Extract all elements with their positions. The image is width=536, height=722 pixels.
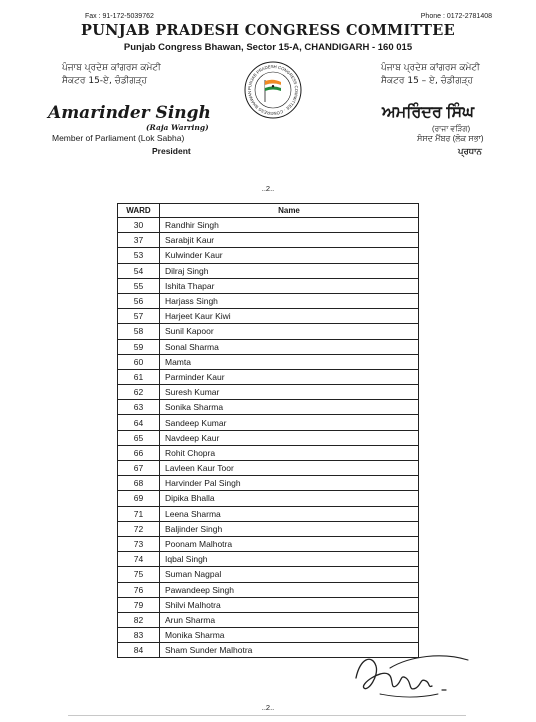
candidate-name-cell: Navdeep Kaur [160,430,419,445]
ward-number-cell: 69 [118,491,160,506]
table-body [118,218,419,658]
ward-number-cell: 73 [118,536,160,551]
ward-number-cell: 84 [118,643,160,658]
punjabi-org-name-right: ਪੰਜਾਬ ਪ੍ਰਦੇਸ਼ ਕਾਂਗਰਸ ਕਮੇਟੀ [381,63,480,73]
table-row [118,415,419,430]
candidate-name-cell: Sunil Kapoor [160,324,419,339]
candidate-name-cell: Harjass Singh [160,293,419,308]
signature [350,648,470,700]
table-row [118,369,419,384]
table-row [118,521,419,536]
ward-number-cell: 66 [118,445,160,460]
candidate-name-cell: Suman Nagpal [160,567,419,582]
ward-number-cell: 83 [118,628,160,643]
ward-number-cell: 37 [118,233,160,248]
candidate-name-cell: Poonam Malhotra [160,536,419,551]
president-alias-punjabi: (ਰਾਜਾ ਵੜਿੰਗ) [432,124,471,133]
ward-number-cell: 68 [118,476,160,491]
candidate-name-cell: Monika Sharma [160,628,419,643]
candidate-name-cell: Randhir Singh [160,218,419,233]
table-row [118,339,419,354]
ward-number-cell: 59 [118,339,160,354]
ward-number-cell: 56 [118,293,160,308]
ward-number-cell: 54 [118,263,160,278]
candidate-name-cell: Dipika Bhalla [160,491,419,506]
ward-number-cell: 61 [118,369,160,384]
candidate-name-cell: Kulwinder Kaur [160,248,419,263]
punjabi-address-left: ਸੈਕਟਰ 15-ਏ, ਚੰਡੀਗੜ੍ਹ [62,76,148,86]
member-title-punjabi: ਸੰਸਦ ਮੈਂਬਰ (ਲੋਕ ਸਭਾ) [417,134,484,143]
footer-divider [68,715,466,716]
table-row [118,385,419,400]
congress-seal-logo [243,60,303,120]
organization-title: PUNJAB PRADESH CONGRESS COMMITTEE [81,22,455,39]
table-row [118,628,419,643]
table-row [118,612,419,627]
ward-number-cell: 55 [118,278,160,293]
table-row [118,233,419,248]
president-name-english: Amarinder Singh [48,103,211,123]
table-row [118,400,419,415]
candidate-name-cell: Ishita Thapar [160,278,419,293]
organization-address: Punjab Congress Bhawan, Sector 15-A, CHANDIGARH - 160 015 [123,42,413,53]
table-row [118,567,419,582]
table-row [118,263,419,278]
candidate-name-cell: Parminder Kaur [160,369,419,384]
ward-number-cell: 64 [118,415,160,430]
ward-number-cell: 76 [118,582,160,597]
candidate-name-cell: Harjeet Kaur Kiwi [160,309,419,324]
ward-number-cell: 72 [118,521,160,536]
fax-number: Fax : 91-172-5039762 [85,13,154,20]
candidate-name-cell: Sarabjit Kaur [160,233,419,248]
table-row [118,293,419,308]
table-row [118,552,419,567]
ward-number-cell: 57 [118,309,160,324]
candidate-name-cell: Arun Sharma [160,612,419,627]
ward-number-cell: 60 [118,354,160,369]
table-row [118,476,419,491]
president-name-punjabi: ਅਮਰਿੰਦਰ ਸਿੰਘ [382,104,475,121]
table-row [118,506,419,521]
table-row [118,309,419,324]
candidate-name-cell: Sham Sunder Malhotra [160,643,419,658]
member-title-english: Member of Parliament (Lok Sabha) [52,133,185,143]
table-row [118,491,419,506]
punjabi-org-name-left: ਪੰਜਾਬ ਪ੍ਰਦੇਸ਼ ਕਾਂਗਰਸ ਕਮੇਟੀ [62,63,161,73]
candidate-name-cell: Sonika Sharma [160,400,419,415]
ward-number-cell: 75 [118,567,160,582]
table-header-row [118,204,419,218]
ward-number-cell: 82 [118,612,160,627]
name-column-header: Name [160,204,419,218]
svg-text:PUNJAB PRADESH CONGRESS COMMIT: PUNJAB PRADESH CONGRESS COMMITTEE · CONGRESS BHAWAN [246,63,300,117]
candidate-name-cell: Rohit Chopra [160,445,419,460]
candidate-name-cell: Baljinder Singh [160,521,419,536]
candidate-name-cell: Sonal Sharma [160,339,419,354]
table-row [118,461,419,476]
phone-number: Phone : 0172-2781408 [420,13,492,20]
candidate-name-cell: Iqbal Singh [160,552,419,567]
table-row [118,445,419,460]
table-row [118,597,419,612]
ward-number-cell: 62 [118,385,160,400]
ward-number-cell: 30 [118,218,160,233]
table-row [118,354,419,369]
page-number-bottom: ..2.. [261,703,275,712]
candidate-name-cell: Suresh Kumar [160,385,419,400]
ward-number-cell: 79 [118,597,160,612]
ward-number-cell: 67 [118,461,160,476]
president-title-english: President [152,146,191,156]
ward-column-header: WARD [118,204,160,218]
candidate-name-cell: Pawandeep Singh [160,582,419,597]
punjabi-address-right: ਸੈਕਟਰ 15 – ਏ, ਚੰਡੀਗੜ੍ਹ [381,76,474,86]
president-alias-english: (Raja Warring) [146,123,209,132]
table-row [118,248,419,263]
ward-number-cell: 58 [118,324,160,339]
ward-number-cell: 71 [118,506,160,521]
table-row [118,582,419,597]
table-row [118,324,419,339]
candidate-name-cell: Leena Sharma [160,506,419,521]
page-number-top: ..2.. [261,184,275,193]
candidate-name-cell: Mamta [160,354,419,369]
candidate-name-cell: Harvinder Pal Singh [160,476,419,491]
table-row [118,430,419,445]
candidate-name-cell: Dilraj Singh [160,263,419,278]
table-row [118,218,419,233]
ward-number-cell: 53 [118,248,160,263]
candidate-name-cell: Shilvi Malhotra [160,597,419,612]
table-row [118,536,419,551]
president-title-punjabi: ਪ੍ਰਧਾਨ [458,146,482,156]
table-row [118,278,419,293]
ward-candidates-table [117,203,419,658]
ward-number-cell: 63 [118,400,160,415]
ward-number-cell: 74 [118,552,160,567]
ward-number-cell: 65 [118,430,160,445]
candidate-name-cell: Lavleen Kaur Toor [160,461,419,476]
candidate-name-cell: Sandeep Kumar [160,415,419,430]
